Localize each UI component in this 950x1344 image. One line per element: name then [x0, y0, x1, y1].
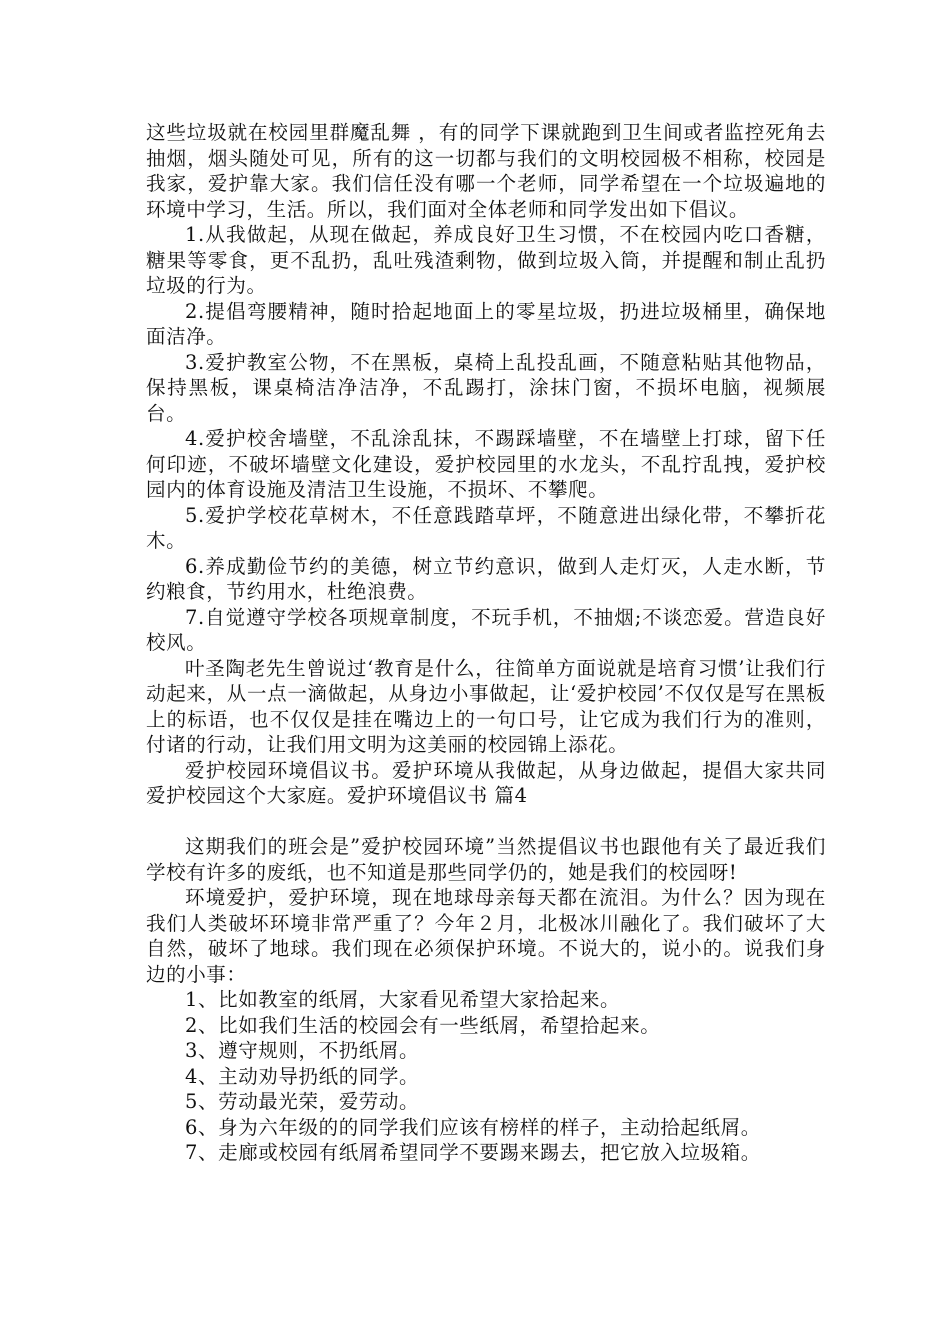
paragraph-gap: [146, 809, 826, 835]
paragraph-item-2: 2.提倡弯腰精神，随时拾起地面上的零星垃圾，扔进垃圾桶里，确保地面洁净。: [146, 299, 826, 348]
paragraph-closing-heading: 爱护校园环境倡议书。爱护环境从我做起，从身边做起，提倡大家共同爱护校园这个大家庭。爱护环境倡议书 篇4: [146, 758, 826, 807]
paragraph-item-3: 3.爱护教室公物，不在黑板，桌椅上乱投乱画，不随意粘贴其他物品，保持黑板，课桌椅洁净洁净，不乱踢打，涂抹门窗，不损坏电脑，视频展台。: [146, 350, 826, 425]
list-item-3: 3、遵守规则，不扔纸屑。: [185, 1039, 420, 1062]
paragraph-item-6: 6.养成勤俭节约的美德，树立节约意识，做到人走灯灭，人走水断，节约粮食，节约用水，杜绝浪费。: [146, 554, 826, 603]
list-item-7: 7、走廊或校园有纸屑希望同学不要踢来踢去，把它放入垃圾箱。: [185, 1141, 761, 1164]
paragraph-environment: 环境爱护，爱护环境，现在地球母亲每天都在流泪。为什么？因为现在我们人类破坏环境非常严重了？今年２月，北极冰川融化了。我们破坏了大自然，破坏了地球。我们现在必须保护环境。不说大的，说小的。说我们身边的小事：: [146, 886, 826, 986]
document-page: [146, 120, 826, 1166]
paragraph-intro: 这些垃圾就在校园里群魔乱舞 ，有的同学下课就跑到卫生间或者监控死角去抽烟，烟头随处可见，所有的这一切都与我们的文明校园极不相称，校园是我家，爱护靠大家。我们信任没有哪一个老师，同学希望在一个垃圾遍地的环境中学习，生活。所以，我们面对全体老师和同学发出如下倡议。: [146, 121, 826, 221]
paragraph-item-1: 1.从我做起，从现在做起，养成良好卫生习惯，不在校园内吃口香糖，糖果等零食，更不乱扔，乱吐残渣剩物，做到垃圾入筒，并提醒和制止乱扔垃圾的行为。: [146, 223, 826, 297]
list-item-5: 5、劳动最光荣，爱劳动。: [185, 1090, 420, 1113]
list-item-6: 6、身为六年级的的同学我们应该有榜样的样子，主动拾起纸屑。: [185, 1115, 761, 1139]
list-item-1: 1、比如教室的纸屑，大家看见希望大家拾起来。: [185, 988, 621, 1011]
paragraph-item-5: 5.爱护学校花草树木，不任意践踏草坪，不随意进出绿化带，不攀折花木。: [146, 503, 826, 552]
paragraph-class-meeting: 这期我们的班会是”爱护校园环境”当然提倡议书也跟他有关了最近我们学校有许多的废纸，也不知道是那些同学仍的，她是我们的校园呀!: [146, 835, 826, 884]
paragraph-item-7: 7.自觉遵守学校各项规章制度，不玩手机，不抽烟;不谈恋爱。营造良好校风。: [146, 605, 826, 654]
list-item-2: 2、比如我们生活的校园会有一些纸屑，希望拾起来。: [185, 1013, 661, 1037]
section-proposal-4: [146, 834, 826, 1166]
section-proposal-campus: [146, 120, 826, 809]
paragraph-quote: 叶圣陶老先生曾说过‘教育是什么，往简单方面说就是培育习惯’让我们行动起来，从一点一滴做起，从身边小事做起，让‘爱护校园’不仅仅是写在黑板上的标语，也不仅仅是挂在嘴边上的一句口号，让它成为我们行为的准则，付诸的行动，让我们用文明为这美丽的校园锦上添花。: [146, 656, 826, 756]
list-item-4: 4、主动劝导扔纸的同学。: [185, 1064, 420, 1088]
paragraph-item-4: 4.爱护校舍墙壁，不乱涂乱抹，不踢踩墙壁，不在墙壁上打球，留下任何印迹，不破坏墙壁文化建设，爱护校园里的水龙头，不乱拧乱拽，爱护校园内的体育设施及清洁卫生设施，不损坏、不攀爬。: [146, 427, 826, 501]
